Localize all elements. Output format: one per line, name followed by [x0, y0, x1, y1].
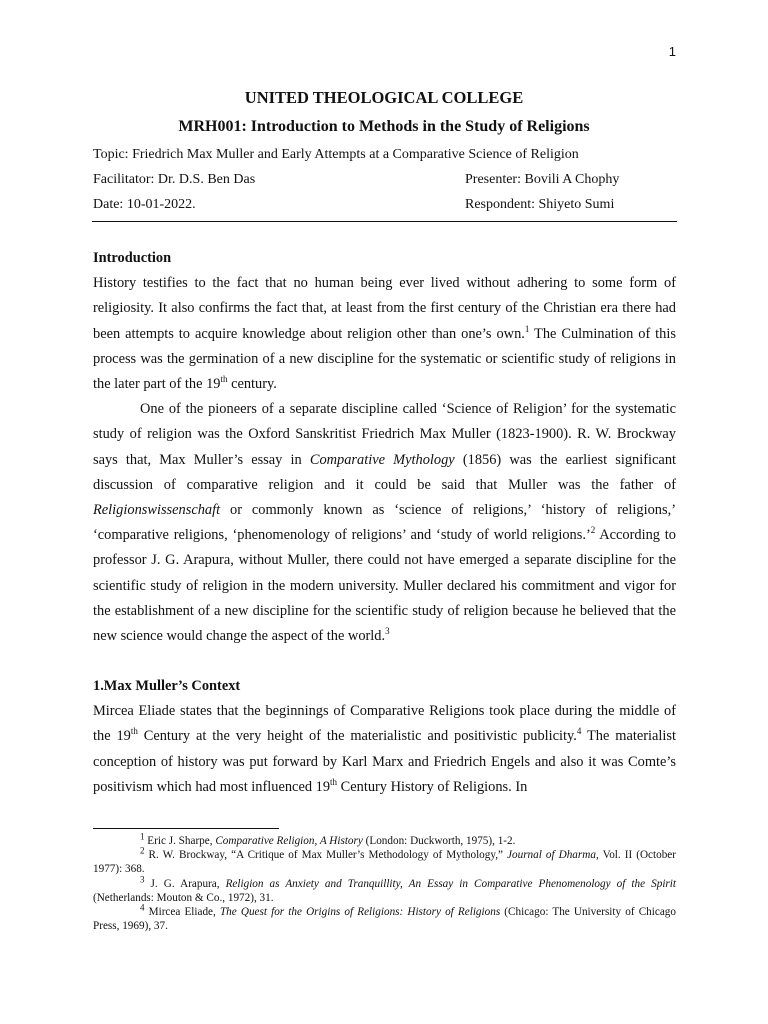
facilitator-line: Facilitator: Dr. D.S. Ben Das	[93, 172, 256, 187]
page-number: 1	[668, 44, 676, 59]
intro-paragraph-2: One of the pioneers of a separate discipline called ‘Science of Religion’ for the systematic study of religion was the Oxford Sanskritist Friedrich Max Muller (1823-1900). R. W. Brockway says that, Max Muller’s essay in Comparative Mythology (1856) was the earliest significant discussion of comparative religion and it could be said that Muller was the father of Religionswissenschaft or commonly known as ‘science of religions,’ ‘history of religions,’ ‘comparative religions, ‘phenomenology of religions’ and ‘study of world religions.’$^2$ According to professor J. G. Arapura, without Muller, there could not have emerged a separate discipline for the scientific study of religion in the modern university. Muller declared his commitment and vigor for the establishment of a new discipline for the scientific study of religion because he believed that the new science would change the aspect of the world.$^3$	[93, 401, 677, 645]
introduction-heading: Introduction	[93, 250, 172, 266]
footnote-ref-4[interactable]: 4	[576, 726, 582, 737]
footnote-4: $^4$ Mircea Eliade, The Quest for the Origins of Religions: History of Religions (Chicago: The University of Chicago Press, 1969), 37.	[93, 902, 676, 933]
respondent-line: Respondent: Shiyeto Sumi	[465, 197, 615, 212]
topic-line: Topic: Friedrich Max Muller and Early Attempts at a Comparative Science of Religion	[93, 147, 579, 162]
footnote-1: $^1$ Eric J. Sharpe, Comparative Religion, A History (London: Duckworth, 1975), 1-2.	[140, 831, 516, 847]
context-heading: 1.Max Muller’s Context	[93, 678, 241, 694]
footnote-ref-1[interactable]: 1	[524, 323, 530, 334]
context-paragraph: Mircea Eliade states that the beginnings of Comparative Religions took place during the middle of the 19th Century at the very height of the materialistic and positivistic publicity.$^4$ The materialist conception of history was put forward by Karl Marx and Friedrich Engels and also it was Comte’s positivism which had most influenced 19th Century History of Religions. In	[93, 703, 677, 795]
footnote-ref-3[interactable]: 3	[385, 626, 390, 637]
introduction-section	[93, 246, 676, 649]
footnote-divider	[93, 828, 279, 829]
context-section	[93, 674, 676, 800]
intro-paragraph-1: History testifies to the fact that no human being ever lived without adhering to some form of religiosity. It also confirms the fact that, at least from the first century of the Christian era there had been attempts to acquire knowledge about religion other than one’s own.$^1$ The Culmination of this process was the germination of a new discipline for the systematic or scientific study of religions in the later part of the 19th century.	[93, 275, 676, 393]
footnotes	[93, 831, 676, 933]
footnote-2: $^2$ R. W. Brockway, “A Critique of Max Muller’s Methodology of Mythology,” Journal of Dharma, Vol. II (October 1977): 368.	[93, 845, 676, 876]
footnote-ref-2[interactable]: 2	[590, 525, 596, 536]
header-divider	[92, 221, 677, 222]
footnote-3: $^3$ J. G. Arapura, Religion as Anxiety and Tranquillity, An Essay in Comparative Phenomenology of the Spirit (Netherlands: Mouton & Co., 1972), 31.	[93, 873, 676, 904]
date-line: Date: 10-01-2022.	[93, 197, 196, 212]
institution-title: UNITED THEOLOGICAL COLLEGE	[244, 88, 524, 107]
course-title: MRH001: Introduction to Methods in the Study of Religions	[178, 118, 590, 135]
presenter-line: Presenter: Bovili A Chophy	[465, 172, 620, 187]
